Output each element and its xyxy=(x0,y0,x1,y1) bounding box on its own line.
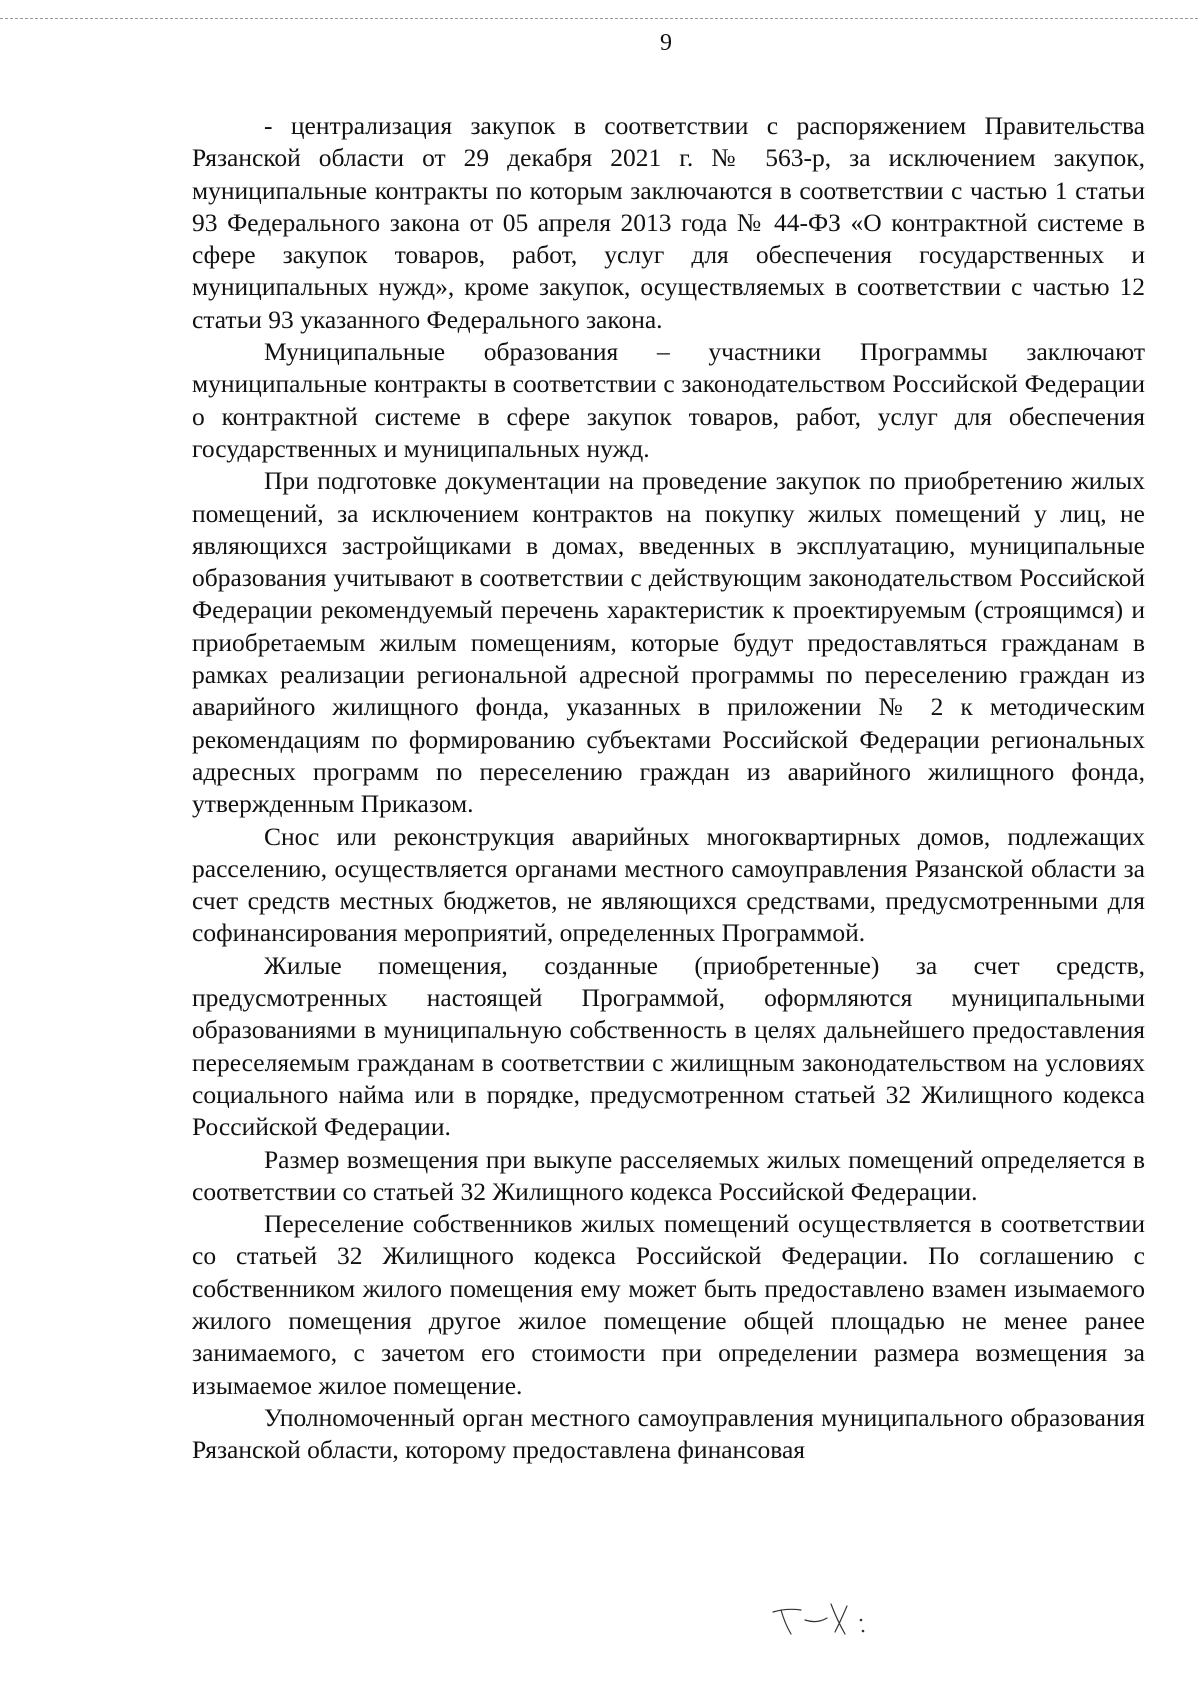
document-body xyxy=(192,110,1145,1466)
paragraph-municipal-contracts: Муниципальные образования – участники Программы заключают муниципальные контракты в соответствии с законодательством Российской Федерации о контрактной системе в сфере закупок товаров, работ, услуг для обеспечения государственных и муниципальных нужд. xyxy=(192,337,1145,463)
paragraph-compensation-size: Размер возмещения при выкупе расселяемых жилых помещений определяется в соответствии со статьей 32 Жилищного кодекса Российской Федерации. xyxy=(192,1144,1145,1206)
page-number: 9 xyxy=(660,30,672,56)
paragraph-municipal-ownership: Жилые помещения, созданные (приобретенные) за счет средств, предусмотренных настоящей Программой, оформляются муниципальными образованиями в муниципальную собственность в целях дальнейшего предоставления переселяемым гражданам в соответствии с жилищным законодательством на условиях социального найма или в порядке, предусмотренном статьей 32 Жилищного кодекса Российской Федерации. xyxy=(192,950,1145,1142)
scan-top-edge xyxy=(0,18,1198,19)
paragraph-owner-resettlement: Переселение собственников жилых помещений осуществляется в соответствии со статьей 32 Жилищного кодекса Российской Федерации. По соглашению с собственником жилого помещения ему может быть предоставлено взамен изымаемого жилого помещения другое жилое помещение общей площадью не менее ранее занимаемого, с зачетом его стоимости при определении размера возмещения за изымаемое жилое помещение. xyxy=(192,1209,1145,1400)
paragraph-demolition: Снос или реконструкция аварийных многоквартирных домов, подлежащих расселению, осуществляется органами местного самоуправления Рязанской области за счет средств местных бюджетов, не являющихся средствами, предусмотренными для софинансирования мероприятий, определенных Программой. xyxy=(192,821,1145,948)
paragraph-authorized-body: Уполномоченный орган местного самоуправления муниципального образования Рязанской области, которому предоставлена финансовая xyxy=(192,1402,1145,1465)
paragraph-procurement-centralization: - централизация закупок в соответствии с распоряжением Правительства Рязанской области от 29 декабря 2021 г. № 563-р, за исключением закупок, муниципальные контракты по которым заключаются в соответствии с частью 1 статьи 93 Федерального закона от 05 апреля 2013 года № 44-ФЗ «О контрактной системе в сфере закупок товаров, работ, услуг для обеспечения государственных и муниципальных нужд», кроме закупок, осуществляемых в соответствии с частью 12 статьи 93 указанного Федерального закона. xyxy=(192,111,1145,334)
paragraph-procurement-documentation: При подготовке документации на проведение закупок по приобретению жилых помещений, за исключением контрактов на покупку жилых помещений у лиц, не являющихся застройщиками в домах, введенных в эксплуатацию, муниципальные образования учитывают в соответствии с действующим законодательством Российской Федерации рекомендуемый перечень характеристик к проектируемым (строящимся) и приобретаемым жилым помещениям, которые будут предоставляться гражданам в рамках реализации региональной адресной программы по переселению граждан из аварийного жилищного фонда, указанных в приложении № 2 к методическим рекомендациям по формированию субъектами Российской Федерации региональных адресных программ по переселению граждан из аварийного жилищного фонда, утвержденным Приказом. xyxy=(192,466,1145,819)
handwritten-initials xyxy=(765,1598,905,1648)
